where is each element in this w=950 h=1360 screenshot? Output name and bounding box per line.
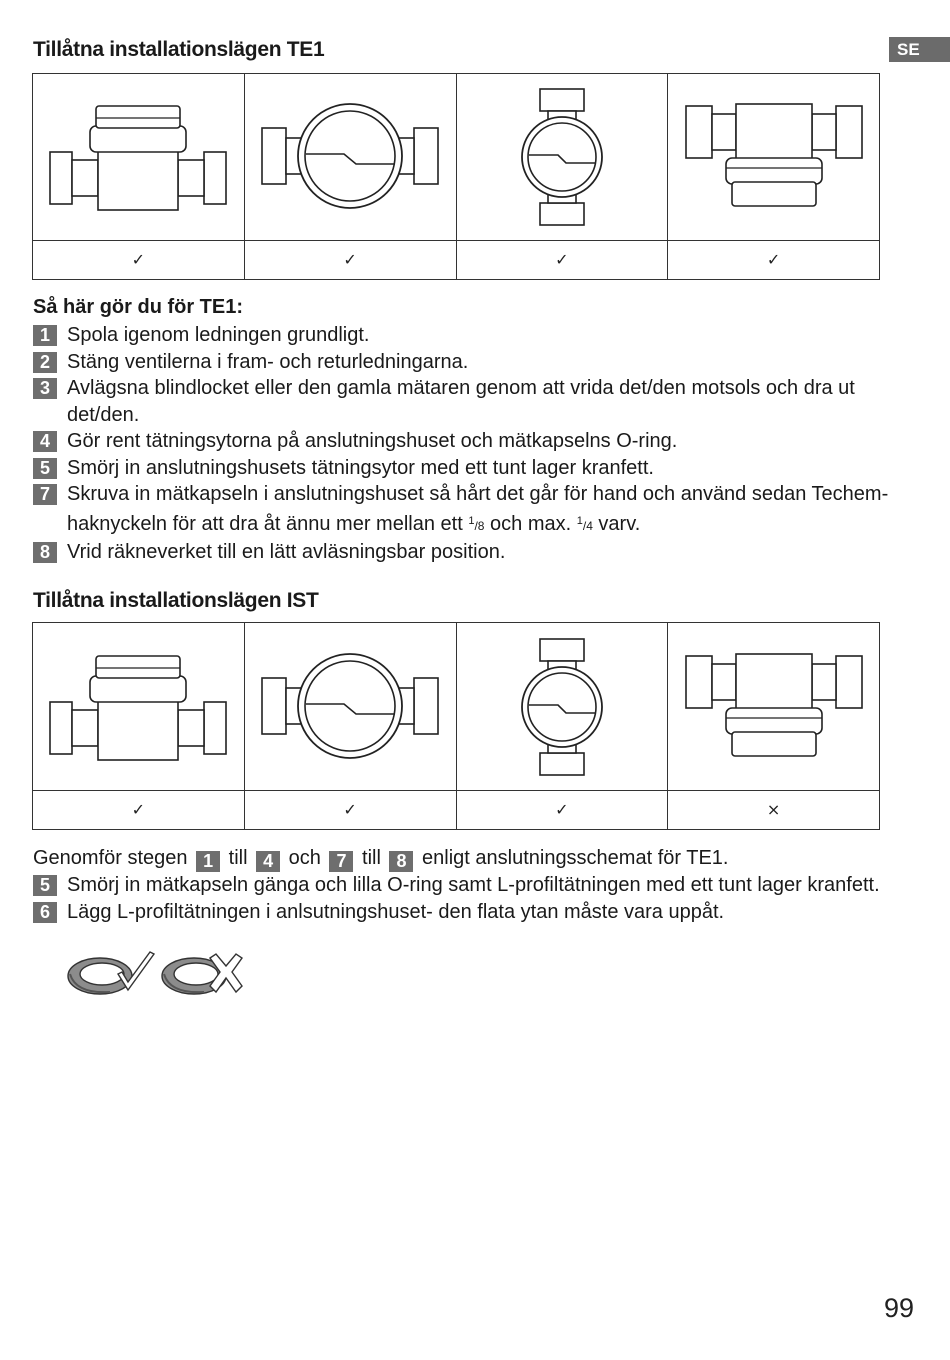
- ist-allowed-mark-3: ✓: [555, 800, 569, 819]
- ring-incorrect-icon: [162, 954, 242, 994]
- step-number: 5: [33, 875, 57, 896]
- ist-position-cell-4: [668, 623, 880, 791]
- intro-text: och: [283, 847, 327, 869]
- te1-subheading: Så här gör du för TE1:: [33, 296, 244, 318]
- language-tab: SE: [889, 37, 950, 62]
- step-number: 1: [196, 851, 220, 872]
- meter-vertical-dial-front-icon: [512, 637, 612, 777]
- step-number: 2: [33, 352, 57, 373]
- list-item: [33, 872, 923, 899]
- te1-position-cell-1: [33, 74, 245, 241]
- meter-horizontal-dial-up-icon: [48, 102, 228, 212]
- te1-heading: Tillåtna installationslägen TE1: [33, 38, 325, 61]
- fraction-one-quarter: $^1$/4: [576, 514, 593, 533]
- step-text: [67, 481, 923, 539]
- ist-step-list: [33, 872, 923, 925]
- step-number: 1: [33, 325, 57, 346]
- ist-position-cell-1: [33, 623, 245, 791]
- meter-horizontal-dial-down-icon: [684, 652, 864, 762]
- step-number: 3: [33, 378, 57, 399]
- step-text-part: och max.: [484, 512, 577, 535]
- step-text: Vrid räkneverket till en lätt avläsningsbar position.: [67, 541, 506, 563]
- intro-text: till: [356, 847, 387, 869]
- te1-position-cell-4: [668, 74, 880, 241]
- list-item: [33, 899, 923, 926]
- ist-intro: [33, 845, 728, 872]
- intro-text: Genomför stegen: [33, 847, 194, 869]
- ist-position-cell-3: [456, 623, 668, 791]
- te1-position-cell-3: [456, 74, 668, 241]
- ist-position-cell-2: [244, 623, 456, 791]
- ring-orientation-icons: [66, 950, 246, 1005]
- step-number: 4: [256, 851, 280, 872]
- meter-horizontal-dial-down-icon: [684, 102, 864, 212]
- ist-allowed-mark-1: ✓: [131, 800, 146, 819]
- step-text: Spola igenom ledningen grundligt.: [67, 324, 370, 346]
- ist-heading: Tillåtna installationslägen IST: [33, 589, 319, 612]
- step-number: 8: [33, 542, 57, 563]
- ist-allowed-mark-2: ✓: [343, 800, 357, 819]
- step-text: Smörj in anslutningshusets tätningsytor med ett tunt lager kranfett.: [67, 456, 654, 479]
- step-text: Stäng ventilerna i fram- och returledningarna.: [67, 350, 469, 373]
- list-item: [33, 539, 923, 566]
- intro-text: till: [223, 847, 254, 869]
- te1-position-cell-2: [244, 74, 456, 241]
- fraction-one-eighth: $^1$/8: [468, 514, 485, 533]
- step-text-part: varv.: [592, 512, 641, 535]
- step-number: 5: [33, 458, 57, 479]
- te1-position-table: [32, 73, 880, 280]
- list-item: [33, 428, 923, 455]
- te1-step-list: [33, 322, 923, 566]
- list-item: [33, 375, 923, 428]
- meter-horizontal-dial-front-icon: [260, 102, 440, 212]
- te1-allowed-mark-1: ✓: [131, 250, 146, 269]
- meter-horizontal-dial-front-icon: [260, 652, 440, 762]
- step-text: Lägg L-profiltätningen i anlsutningshuset- den flata ytan måste vara uppåt.: [67, 900, 725, 923]
- ist-position-table: [32, 622, 880, 830]
- step-number: 8: [389, 851, 413, 872]
- ring-correct-icon: [68, 952, 154, 994]
- step-text: Smörj in mätkapseln gänga och lilla O-ring samt L-profiltätningen med ett tunt lager kranfett.: [67, 874, 880, 896]
- meter-vertical-dial-front-icon: [512, 87, 612, 227]
- step-number: 7: [33, 484, 57, 505]
- page-number: 99: [884, 1293, 915, 1323]
- step-number: 4: [33, 431, 57, 452]
- step-text-part: Skruva in mätkapseln i anslutningshuset så hårt det går för hand och använd sedan Techem-haknyckeln för att dra åt ännu mer mellan ett: [67, 483, 889, 535]
- list-item: [33, 455, 923, 482]
- list-item: [33, 349, 923, 376]
- step-text: Avlägsna blindlocket eller den gamla mätaren genom att vrida det/den motsols och dra ut det/den.: [67, 377, 855, 426]
- ist-allowed-mark-4: ×: [766, 800, 781, 819]
- step-number: 7: [329, 851, 353, 872]
- te1-allowed-mark-4: ✓: [766, 250, 781, 269]
- step-text: Gör rent tätningsytorna på anslutningshuset och mätkapselns O-ring.: [67, 430, 678, 452]
- te1-allowed-mark-2: ✓: [343, 250, 357, 269]
- list-item: [33, 322, 923, 349]
- step-number: 6: [33, 902, 57, 923]
- te1-allowed-mark-3: ✓: [555, 250, 569, 269]
- intro-text: enligt anslutningsschemat för TE1.: [416, 847, 729, 869]
- list-item: [33, 481, 923, 539]
- meter-horizontal-dial-up-icon: [48, 652, 228, 762]
